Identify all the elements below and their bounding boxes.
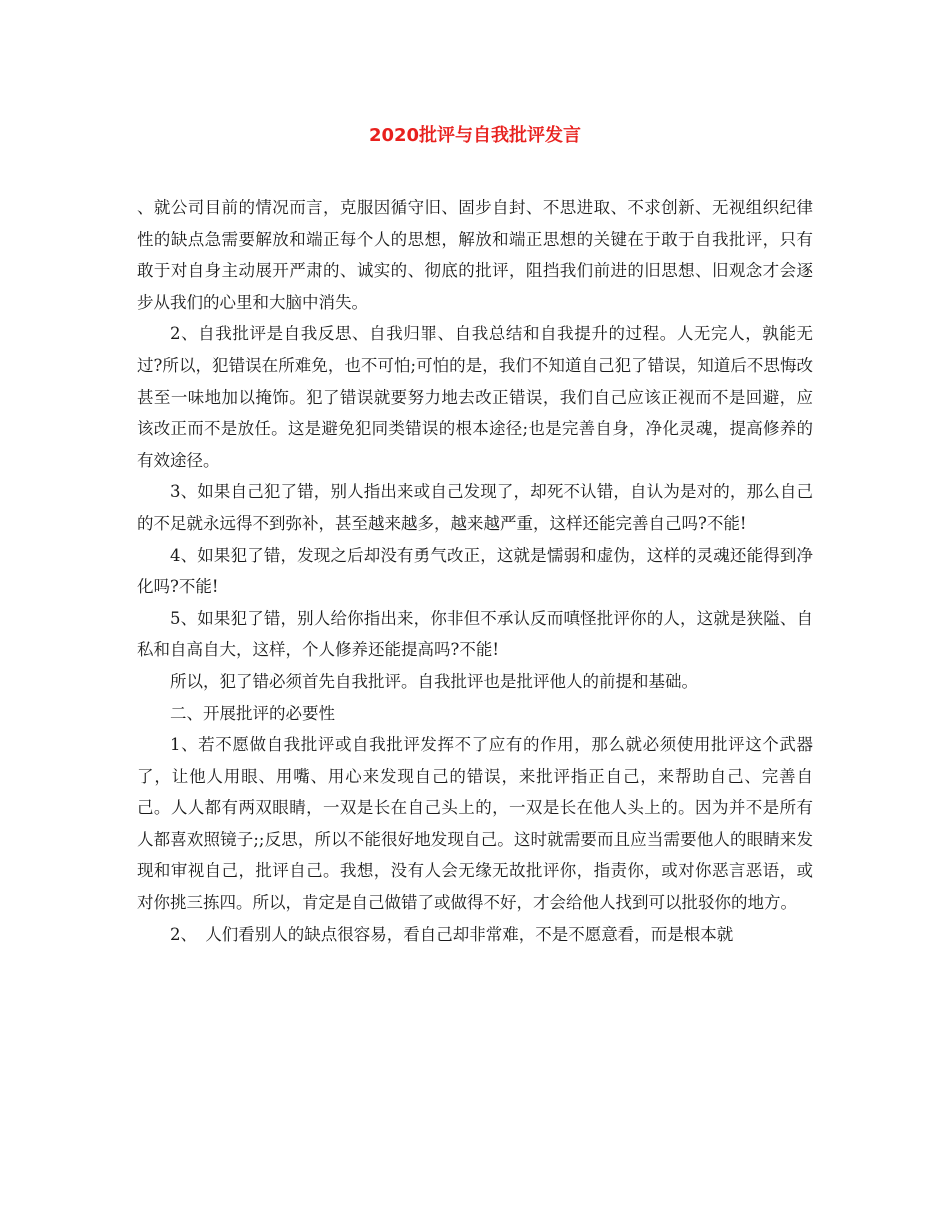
document-body (137, 192, 813, 950)
paragraph-point-4: 4、如果犯了错，发现之后却没有勇气改正，这就是懦弱和虚伪，这样的灵魂还能得到净化吗?不能! (137, 545, 813, 597)
paragraph-point-3: 3、如果自己犯了错，别人指出来或自己发现了，却死不认错，自认为是对的，那么自己的不足就永远得不到弥补，甚至越来越多，越来越严重，这样还能完善自己吗?不能! (137, 482, 813, 533)
paragraph-section2-point-1: 1、若不愿做自我批评或自我批评发挥不了应有的作用，那么就必须使用批评这个武器了，让他人用眼、用嘴、用心来发现自己的错误，来批评指正自己，来帮助自己、完善自己。人人都有两双眼睛，一双是长在自己头上的，一双是长在他人头上的。因为并不是所有人都喜欢照镜子;;反思，所以不能很好地发现自己。这时就需要而且应当需要他人的眼睛来发现和审视自己，批评自己。我想，没有人会无缘无故批评你，指责你，或对你恶言恶语，或对你挑三拣四。所以，肯定是自己做错了或做得不好，才会给他人找到可以批驳你的地方。 (137, 735, 813, 913)
paragraph-point-5: 5、如果犯了错，别人给你指出来，你非但不承认反而嗔怪批评你的人，这就是狭隘、自私和自高自大，这样，个人修养还能提高吗?不能! (137, 608, 813, 660)
paragraph-conclusion: 所以，犯了错必须首先自我批评。自我批评也是批评他人的前提和基础。 (170, 671, 698, 691)
document-title: 2020批评与自我批评发言 (368, 125, 582, 146)
paragraph-intro: 、就公司目前的情况而言，克服因循守旧、固步自封、不思进取、不求创新、无视组织纪律性的缺点急需要解放和端正每个人的思想，解放和端正思想的关键在于敢于自我批评，只有敢于对自身主动展开严肃的、诚实的、彻底的批评，阻挡我们前进的旧思想、旧观念才会逐步从我们的心里和大脑中消失。 (137, 198, 813, 312)
paragraph-point-2: 2、自我批评是自我反思、自我归罪、自我总结和自我提升的过程。人无完人，孰能无过?所以，犯错误在所难免，也不可怕;可怕的是，我们不知道自己犯了错误，知道后不思悔改甚至一味地加以掩饰。犯了错误就要努力地去改正错误，我们自己应该正视而不是回避，应该改正而不是放任。这是避免犯同类错误的根本途径;也是完善自身，净化灵魂，提高修养的有效途径。 (137, 324, 813, 470)
section-heading: 二、开展批评的必要性 (170, 703, 335, 723)
paragraph-section2-point-2: 2、 人们看别人的缺点很容易，看自己却非常难，不是不愿意看，而是根本就 (170, 924, 734, 944)
